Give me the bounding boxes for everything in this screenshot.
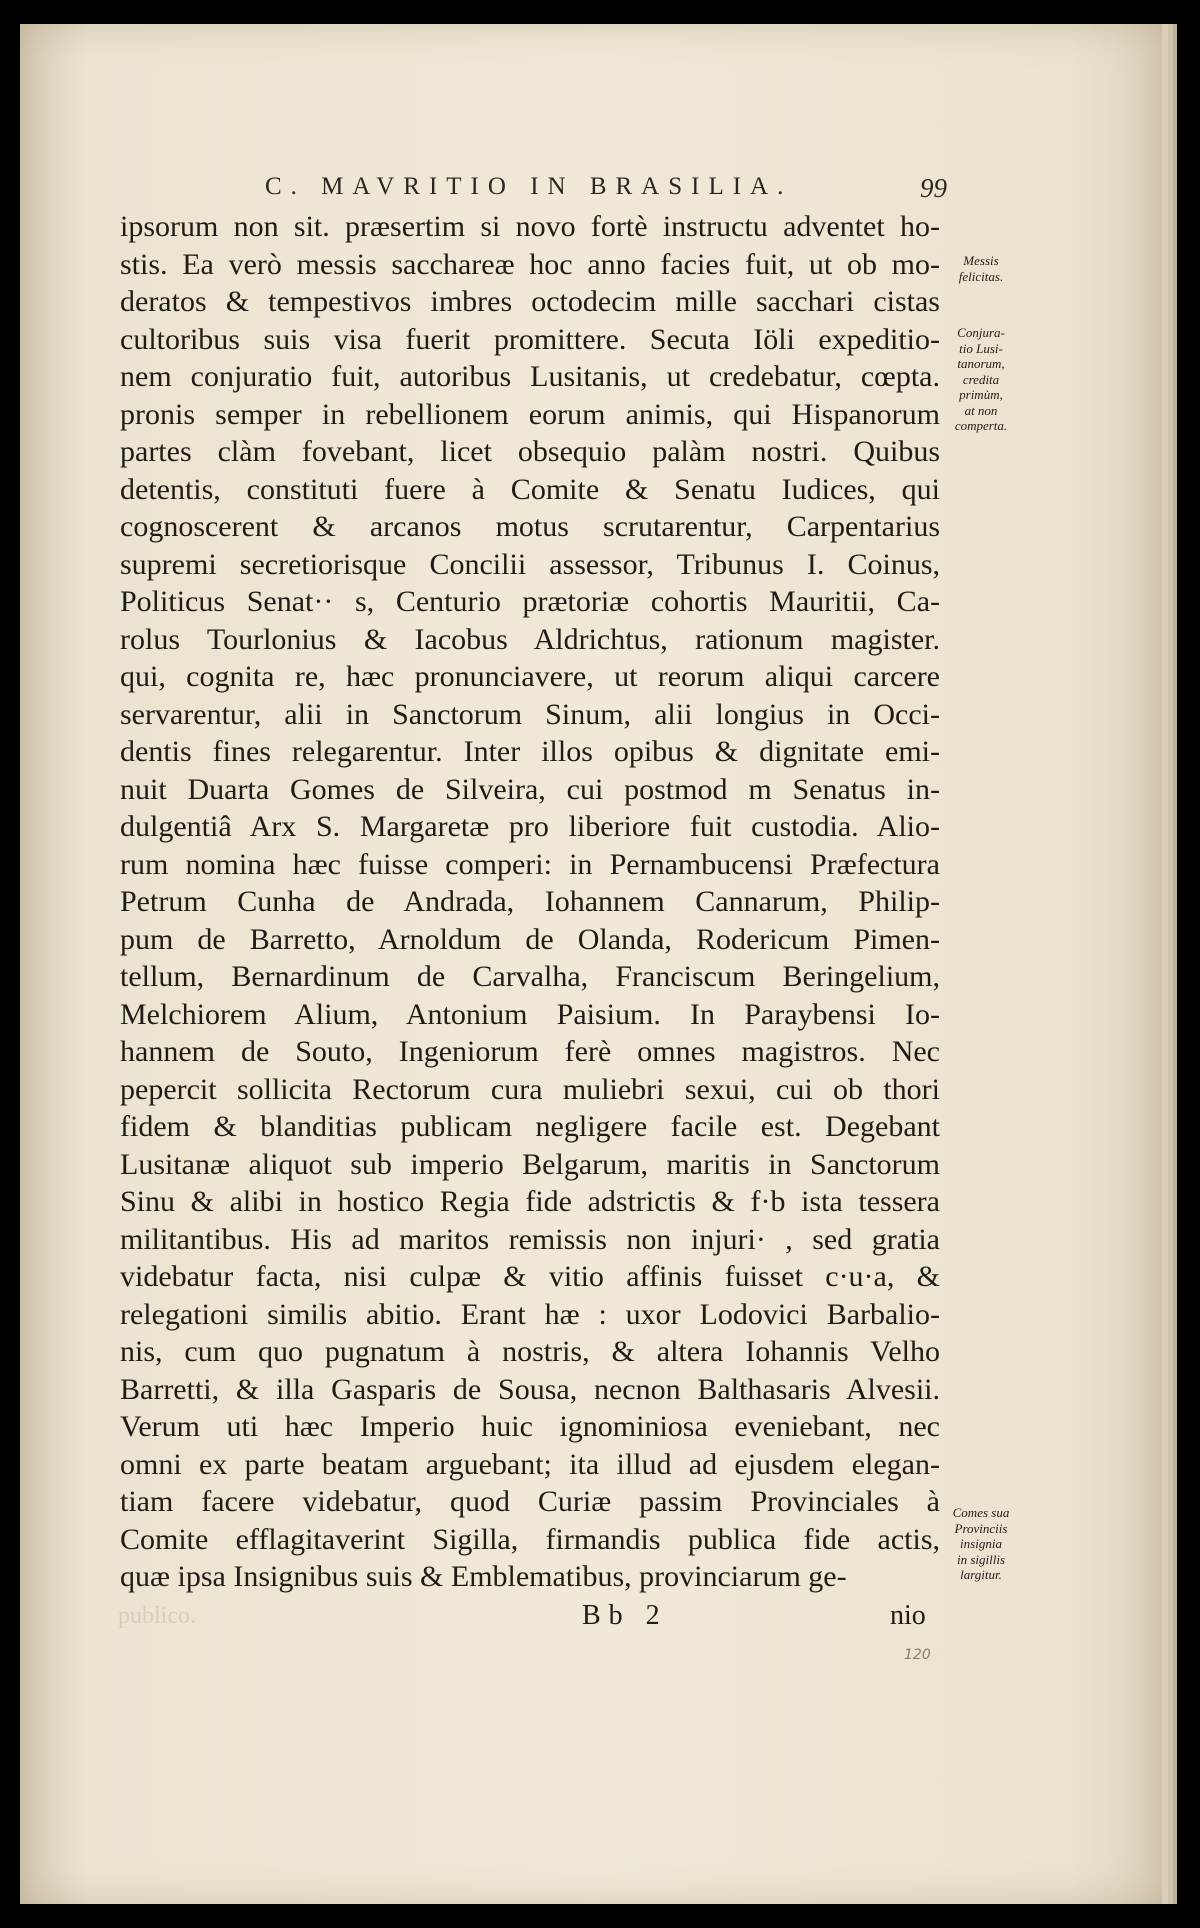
text-line: qui, cognita re, hæc pronunciavere, ut reorum aliqui carcere bbox=[120, 660, 940, 693]
text-line: hannem de Souto, Ingeniorum ferè omnes magistros. Nec bbox=[120, 1035, 940, 1068]
text-line: cultoribus suis visa fuerit promittere. Secuta Iöli expeditio- bbox=[120, 322, 940, 356]
text-line: militantibus. His ad maritos remissis non injuri· , sed gratia bbox=[120, 1222, 940, 1256]
text-line: videbatur facta, nisi culpæ & vitio affinis fuisset c·u·a, & bbox=[120, 1260, 940, 1293]
page-edge bbox=[1173, 24, 1177, 1904]
text-line: pronis semper in rebellionem eorum animis, qui Hispanorum bbox=[120, 397, 940, 431]
text-line: nem conjuratio fuit, autoribus Lusitanis, ut credebatur, cœpta. bbox=[120, 360, 940, 393]
text-line: tellum, Bernardinum de Carvalha, Franciscum Beringelium, bbox=[120, 960, 940, 993]
margin-note-conjuratio bbox=[944, 325, 1018, 434]
running-head-title: C. MAVRITIO IN BRASILIA. bbox=[265, 173, 793, 200]
text-line: rum nomina hæc fuisse comperi: in Pernambucensi Præfectura bbox=[120, 847, 940, 881]
page-number: 99 bbox=[920, 173, 947, 203]
text-line: dulgentiâ Arx S. Margaretæ pro liberiore fuit custodia. Alio- bbox=[120, 810, 940, 843]
show-through-text: publico. bbox=[118, 1603, 196, 1629]
text-line: cognoscerent & arcanos motus scrutarentur, Carpentarius bbox=[120, 510, 940, 543]
text-line: servarentur, alii in Sanctorum Sinum, alii longius in Occi- bbox=[120, 697, 940, 731]
text-line: Sinu & alibi in hostico Regia fide adstrictis & f·b ista tessera bbox=[120, 1185, 940, 1218]
margin-note-line: Provinciis bbox=[954, 1520, 1008, 1536]
margin-note-line: insignia bbox=[960, 1536, 1002, 1551]
text-line: pepercit sollicita Rectorum cura muliebri sexui, cui ob thori bbox=[120, 1072, 940, 1106]
text-line: Comite efflagitaverint Sigilla, firmandis publica fide actis, bbox=[120, 1522, 940, 1556]
margin-note-comes bbox=[944, 1505, 1018, 1583]
text-line: partes clàm fovebant, licet obsequio palàm nostri. Quibus bbox=[120, 435, 940, 468]
text-line: nis, cum quo pugnatum à nostris, & altera Iohannis Velho bbox=[120, 1335, 940, 1368]
text-line: deratos & tempestivos imbres octodecim mille sacchari cistas bbox=[120, 285, 940, 318]
running-head bbox=[0, 173, 1200, 203]
text-line: Lusitanæ aliquot sub imperio Belgarum, maritis in Sanctorum bbox=[120, 1147, 940, 1181]
margin-note-line: primùm, bbox=[959, 387, 1003, 402]
margin-note-line: tanorum, bbox=[957, 356, 1005, 371]
text-line: Verum uti hæc Imperio huic ignominiosa eveniebant, nec bbox=[120, 1410, 940, 1443]
text-line: detentis, constituti fuere à Comite & Senatu Iudices, qui bbox=[120, 472, 940, 506]
text-line: stis. Ea verò messis sacchareæ hoc anno facies fuit, ut ob mo- bbox=[120, 247, 940, 281]
text-line: Barretti, & illa Gasparis de Sousa, necnon Balthasaris Alvesii. bbox=[120, 1372, 940, 1406]
text-line: omni ex parte beatam arguebant; ita illud ad ejusdem elegan- bbox=[120, 1447, 940, 1481]
margin-note-line: Messis bbox=[963, 253, 999, 268]
text-line: dentis fines relegarentur. Inter illos opibus & dignitate emi- bbox=[120, 735, 940, 768]
margin-note-line: at non bbox=[964, 402, 998, 418]
margin-note-line: Conjura- bbox=[957, 325, 1005, 340]
margin-note-messis bbox=[944, 253, 1018, 284]
text-line: fidem & blanditias publicam negligere facile est. Degebant bbox=[120, 1110, 940, 1143]
catchword: nio bbox=[890, 1600, 926, 1631]
handwritten-folio-number: 120 bbox=[904, 1647, 931, 1663]
text-line: nuit Duarta Gomes de Silveira, cui postmod m Senatus in- bbox=[120, 772, 940, 806]
text-line: Petrum Cunha de Andrada, Iohannem Cannarum, Philip- bbox=[120, 885, 940, 918]
margin-note-line: tio Lusi- bbox=[959, 340, 1003, 356]
text-line: supremi secretiorisque Concilii assessor, Tribunus I. Coinus, bbox=[120, 547, 940, 581]
text-line: relegationi similis abitio. Erant hæ : uxor Lodovici Barbalio- bbox=[120, 1297, 940, 1331]
text-line: rolus Tourlonius & Iacobus Aldrichtus, rationum magister. bbox=[120, 622, 940, 656]
text-line: tiam facere videbatur, quod Curiæ passim Provinciales à bbox=[120, 1485, 940, 1518]
text-line: Melchiorem Alium, Antonium Paisium. In Paraybensi Io- bbox=[120, 997, 940, 1031]
margin-note-line: credita bbox=[962, 371, 1000, 387]
margin-note-line: felicitas. bbox=[958, 268, 1004, 284]
body-text bbox=[120, 208, 940, 1596]
text-line: Politicus Senat·· s, Centurio prætoriæ cohortis Mauritii, Ca- bbox=[120, 585, 940, 618]
text-line: quæ ipsa Insignibus suis & Emblematibus, provinciarum ge- bbox=[120, 1560, 847, 1593]
signature-mark: Bb 2 bbox=[582, 1600, 668, 1631]
margin-note-line: Comes sua bbox=[952, 1505, 1010, 1520]
margin-note-line: largitur. bbox=[960, 1567, 1002, 1582]
margin-note-line: in sigillis bbox=[956, 1551, 1006, 1567]
text-line: ipsorum non sit. præsertim si novo fortè instructu adventet ho- bbox=[120, 210, 940, 243]
margin-note-line: comperta. bbox=[954, 418, 1008, 433]
text-line: pum de Barretto, Arnoldum de Olanda, Rodericum Pimen- bbox=[120, 922, 940, 956]
